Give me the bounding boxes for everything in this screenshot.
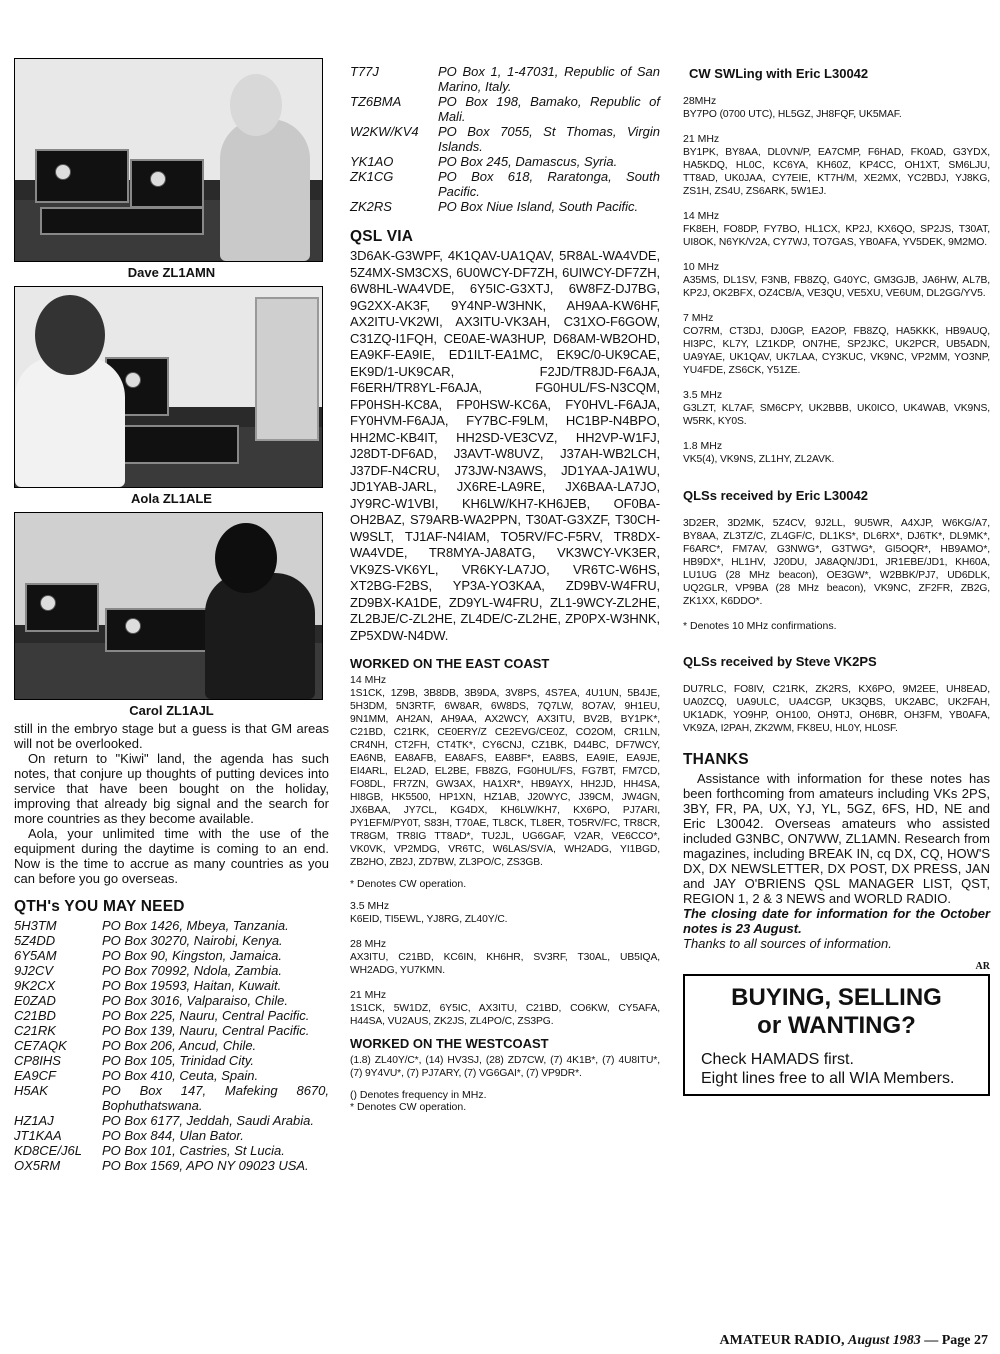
band-label: 1.8 MHz	[683, 440, 723, 452]
ad-title-line: BUYING, SELLING	[731, 984, 942, 1011]
photo-caption: Dave ZL1AMN	[127, 265, 216, 280]
qth-row: W2KW/KV4 PO Box 7055, St Thomas, Virgin Islands.	[350, 124, 660, 154]
qth-row: H5AK PO Box 147, Mafeking 8670, Bophuthatswana.	[14, 1083, 329, 1113]
page-number: — Page 27	[924, 1333, 988, 1348]
qsl-via-list: 3D6AK-G3WPF, 4K1QAV-UA1QAV, 5R8AL-WA4VDE, 5Z4MX-SM3CXS, 6U0WCY-DF7ZH, 6UIWCY-DF7ZH, 6W8HL-WA4VDE, 6Y5IC-G3XTJ, 6W8FZ-DJ7BG, 9G2XX-AK3F, 9Y4NP-W3HNK, AH9AA-KW6HF, AX2ITU-VK2WI, AX3ITU-VK3AH, C31XO-F6GOW, C31ZQ-I1FQH, CE0AE-WA3HUP, D68AM-WB2OHD, EA9KF-EA9IE, ED1ILT-EA1MC, EK9C/0-UK9CAE, EK9D/1-UK9CAR, F2JD/TR8JD-F6AJA, F6ERH/TR8YL-F6AJA, FG0HUL/FS-N3CQM, FP0HSH-KC8A, FP0HSW-KC6A, FY0HVL-F6AJA, FY0HVM-F6AJA, FY7BC-F9LM, HC1BP-N4BPO, HH2MC-KB4IT, HH2SD-VE3CVZ, HH2VP-W1FJ, J28DT-DF6AD, J3AVT-W8UVZ, J37AH-WB2LCH, J37DF-N4CRU, J73JW-N3AWS, JD1YAA-JA1WU, JD1YAB-JARL, JX6RE-LA9RE, JX6BAA-LA7JO, JY9RC-W1VBI, KH6LW/KH7-KH6JEB, OF0BA-OH2BAZ, S79ARB-WA2PPN, T30AT-G3XZF, T30CH-W9SLT, TJ1AF-N4IAM, TO5RV/FC-F5RV, TR8DX-WA4VDE, TR8MYA-JA8ATG, VK3WCY-VK3ER, VK9ZS-VK6YL, VR6KY-LA7JO, VR6TC-W6HS, XT2BG-F2BS, YP3A-YO3KAA, ZD9BV-W4FRU, ZD9BX-KA1DE, ZD9YL-W4FRU, ZL1-9WCY-ZL2HE, ZL2BJE/C-ZL2HE, ZL4DE/C-ZL2HE, ZP0PX-W3HNK, ZP5XDW-N4DW.	[350, 248, 660, 643]
closing-date: The closing date for information for the October notes is 23 August.	[683, 906, 990, 936]
qth-row: 6Y5AM PO Box 90, Kingston, Jamaica.	[14, 948, 282, 963]
station-list: CO7RM, CT3DJ, DJ0GP, EA2OP, FB8ZQ, HA5KKK, HB9AUQ, HI3PC, KL7Y, LZ1KDP, ON7HE, SP2JKC, UK2PCR, UB5ADN, UA9YAE, UK1QAV, UK7LAA, CY3KUC, VK9NC, VP2MM, YO3NP, YU4FDE, ZS6CK, Y51ZE.	[683, 326, 990, 376]
qsl-via-heading: QSL VIA	[350, 228, 414, 245]
swling-heading: CW SWLing with Eric L30042	[689, 66, 869, 81]
station-list: 1S1CK, 5W1DZ, 6Y5IC, AX3ITU, C21BD, CO6KW, CY5AFA, H44SA, VU2AUS, ZK2JS, ZL4PO/C, ZS3PG.	[350, 1003, 660, 1027]
qth-row: 5Z4DD PO Box 30270, Nairobi, Kenya.	[14, 933, 283, 948]
qth-row: HZ1AJ PO Box 6177, Jeddah, Saudi Arabia.	[14, 1113, 314, 1128]
qth-row: EA9CF PO Box 410, Ceuta, Spain.	[14, 1068, 259, 1083]
thanks-heading: THANKS	[683, 751, 749, 768]
station-list: BY7PO (0700 UTC), HL5GZ, JH8FQF, UK5MAF.	[683, 109, 902, 120]
band-label: 10 MHz	[683, 261, 720, 273]
station-list: DU7RLC, FO8IV, C21RK, ZK2RS, KX6PO, 9M2EE, UH8EAD, UA0ZCQ, UA9ULC, UA4CGP, UK3QBS, UK2ABC, UK2FAH, UK1ADK, YO9HP, OH100, OH9TJ, OH6BR, OH3FM, YB0AFA, VK9ZA, I2PAH, ZK2WM, FK8EU, HL0Y, HL0SF.	[683, 684, 990, 734]
station-list: 3D2ER, 3D2MK, 5Z4CV, 9J2LL, 9U5WR, A4XJP, W6KG/A7, BY8AA, ZL3TZ/C, ZL4GF/C, DL1KS*, DL6RX*, DJ6TK*, DL9MK*, F6ARC*, FM7AV, G3NWG*, G3TWG*, GI5OQR*, HB9AMO*, HB9DX*, HL1HV, J20DU, JA8AQN/JD1, JR1EBE/JD1, KH60A, LU1UG (28 MHz beacon), OE3GW*, W2BBK/PJ7, UD6DLK, UQ2GLR, VP9BA (28 MHz beacon), VK9NC, ZF2FR, ZB2G, ZK1XX, K6DDO*.	[683, 518, 990, 607]
qsls-eric-heading: QLSs received by Eric L30042	[683, 488, 868, 503]
station-list: AX3ITU, C21BD, KC6IN, KH6HR, SV3RF, T30AL, UB5IQA, WH2ADG, YU7KMN.	[350, 952, 660, 976]
band-label: 3.5 MHz	[350, 900, 390, 912]
qth-row: OX5RM PO Box 1569, APO NY 09023 USA.	[14, 1158, 309, 1173]
ad-text	[701, 1050, 978, 1088]
qth-row: C21BD PO Box 225, Nauru, Central Pacific.	[14, 1008, 310, 1023]
east-coast-heading: WORKED ON THE EAST COAST	[350, 656, 550, 671]
station-list: 1S1CK, 1Z9B, 3B8DB, 3B9DA, 3V8PS, 4S7EA, 4U1UN, 5B4JE, 5H3DM, 5N3RTF, 6W8AR, 6W8DS, 7Q7LW, 8O7AV, 9H1EU, 9N1MM, AH2AN, AH9AA, AX2WCY, AX3ITU, BV2B, BY1PK*, C21BD, C21RK, CE0ERY/Z CE2EVG/CE0Z, CO2OM, CR1LN, CR4NH, CT2FH, CT4TK*, CY6CNJ, CZ1BK, D44BC, DF7WCY, EA6NB, EA8AFB, EA8AFS, EA8BF*, EA8BS, EA9IE, EA9JE, EI4ARL, EL2AD, EL2BE, FB8ZG, FG0HUL/FS, FG7BT, FM7CD, FO8DL, FR7ZN, GW3AX, HA1XR*, HB9AYX, HH2JD, HH4SA, HI8GB, HK5500, HP1XN, HZ1AB, J20WYC, J39CM, JW4GN, JX6BAA, JY7CL, KG4DX, KH6LW/KH7, KX6PO, PJ7ARI, PY1EFM/PY0T, S83H, T70AE, TL8CK, TL8ER, TO5RV/FC, TR8CR, TR8GM, TR8IG TT8AD*, TU2JL, UG6GAF, V2AR, VE6CCO*, VK0VK, VP2MDG, VR6TC, W6LAS/SV/A, WH2ADG, YI1BGD, ZB2HO, ZB2J, ZD7BW, ZL3PO/C, ZS3GB.	[350, 688, 660, 868]
qth-row: 9K2CX PO Box 19593, Haitan, Kuwait.	[14, 978, 282, 993]
qth-row: TZ6BMA PO Box 198, Bamako, Republic of Mali.	[350, 94, 660, 124]
photo-caption: Aola ZL1ALE	[131, 491, 212, 506]
note: () Denotes frequency in MHz.	[350, 1089, 487, 1101]
hamads-advert	[683, 974, 990, 1096]
station-list: BY1PK, BY8AA, DL0VN/P, EA7CMP, F6HAD, FK0AD, G3YDX, HA5KDQ, HL0C, KC6YA, KH60Z, KP4CC, OH1XT, SM6LJU, TT8AD, UK0JAA, CY7EIE, KT7H/M, XE2MX, YC2BDJ, YJ8KG, ZS1H, ZS4U, ZS6ARK, 5W1EJ.	[683, 147, 990, 197]
photo-dave	[14, 58, 323, 262]
qth-row: C21RK PO Box 139, Nauru, Central Pacific.	[14, 1023, 310, 1038]
qth-list	[14, 918, 329, 1173]
qth-row: YK1AO PO Box 245, Damascus, Syria.	[350, 154, 618, 169]
paragraph: Aola, your unlimited time with the use of the equipment during the daytime is coming to an end. Now is the time to accrue as many countries as you can before you go overseas.	[14, 826, 329, 886]
photo-carol	[14, 512, 323, 700]
station-list: (1.8) ZL40Y/C*, (14) HV3SJ, (28) ZD7CW, (7) 4K1B*, (7) 4U8ITU*, (7) 9Y4VU*, (7) PJ7ARY, (7) VG6GAI*, (7) VP9DR*.	[350, 1055, 660, 1079]
issue-date: August 1983	[847, 1333, 921, 1348]
band-label: 14 MHz	[350, 674, 387, 686]
station-list: VK5(4), VK9NS, ZL1HY, ZL2AVK.	[683, 454, 835, 465]
ad-line: Check HAMADS first.	[701, 1051, 854, 1068]
qth-row: CP8IHS PO Box 105, Trinidad City.	[14, 1053, 254, 1068]
note: * Denotes CW operation.	[350, 878, 467, 890]
qth-row: KD8CE/J6L PO Box 101, Castries, St Lucia.	[14, 1143, 285, 1158]
page-footer	[720, 1333, 988, 1349]
paragraph: On return to "Kiwi" land, the agenda has such notes, that conjure up thoughts of putting devices into service that have been bought on the holiday, improving that already big signal and the search for more countries as they become available.	[14, 751, 329, 826]
photo-caption: Carol ZL1AJL	[129, 703, 214, 718]
band-label: 14 MHz	[683, 210, 720, 222]
note: * Denotes CW operation.	[350, 1101, 467, 1113]
ad-line: Eight lines free to all WIA Members.	[701, 1070, 955, 1087]
qth-row: CE7AQK PO Box 206, Ancud, Chile.	[14, 1038, 257, 1053]
qth-heading: QTH's YOU MAY NEED	[14, 898, 185, 915]
qth-list-continued	[350, 64, 660, 214]
qsls-steve-heading: QLSs received by Steve VK2PS	[683, 654, 877, 669]
qth-row: 5H3TM PO Box 1426, Mbeya, Tanzania.	[14, 918, 289, 933]
band-label: 28 MHz	[350, 938, 387, 950]
station-list: K6EID, TI5EWL, YJ8RG, ZL40Y/C.	[350, 914, 508, 925]
qth-row: ZK2RS PO Box Niue Island, South Pacific.	[350, 199, 639, 214]
station-list: A35MS, DL1SV, F3NB, FB8ZQ, G40YC, GM3GJB, JA6HW, AL7B, KP2J, OK2BFX, OZ4CB/A, VE3QU, VE5XU, VE6UM, DL2GG/YV5.	[683, 275, 990, 299]
qth-row: JT1KAA PO Box 844, Ulan Bator.	[14, 1128, 244, 1143]
ad-title-line: or WANTING?	[757, 1012, 916, 1039]
qth-row: T77J PO Box 1, 1-47031, Republic of San Marino, Italy.	[350, 64, 660, 94]
ar-end-mark: AR	[975, 961, 990, 972]
column-middle	[350, 64, 660, 1117]
column-right	[683, 66, 990, 1096]
qth-row: E0ZAD PO Box 3016, Valparaiso, Chile.	[14, 993, 288, 1008]
magazine-name: AMATEUR RADIO,	[719, 1333, 845, 1348]
band-label: 21 MHz	[350, 989, 387, 1001]
band-label: 3.5 MHz	[683, 389, 723, 401]
qth-row: ZK1CG PO Box 618, Raratonga, South Pacific.	[350, 169, 660, 199]
thanks-paragraph: Assistance with information for these notes has been forthcoming from amateurs including VKs 2PS, 3BY, FR, PA, UX, YJ, YL, 5GZ, 6FS, HD, NE and Eric L30042. Overseas amateurs who assisted included G3NBC, ON7WW, ZL1AMN. Research from magazines, including BREAK IN, cq DX, CQ, HOW'S DX, DX NEWSLETTER, DX POST, DX PRESS, JAN and JAY O'BRIENS QSL MANAGER LIST, QST, REGION 1, 2 & 3 NEWS and WORLD RADIO.	[683, 771, 990, 906]
paragraph: still in the embryo stage but a guess is that GM areas will not be overlooked.	[14, 721, 329, 751]
photo-aola	[14, 286, 323, 488]
west-coast-heading: WORKED ON THE WESTCOAST	[350, 1036, 549, 1051]
note: * Denotes 10 MHz confirmations.	[683, 620, 837, 632]
qth-row: 9J2CV PO Box 70992, Ndola, Zambia.	[14, 963, 282, 978]
band-label: 21 MHz	[683, 133, 720, 145]
column-left	[14, 58, 329, 1173]
band-label: 7 MHz	[683, 312, 714, 324]
thanks-sign-off: Thanks to all sources of information.	[683, 936, 892, 951]
station-list: FK8EH, FO8DP, FY7BO, HL1CX, KP2J, KX6QO, SP2JS, T30AT, UI8OK, N6YK/V2A, CY7WJ, TO7GAS, YB0AFA, YV5DEK, 9M2MO.	[683, 224, 990, 248]
station-list: G3LZT, KL7AF, SM6CPY, UK2BBB, UK0ICO, UK4WAB, VK9NS, W5RK, KY0S.	[683, 403, 990, 427]
band-label: 28MHz	[683, 95, 717, 107]
